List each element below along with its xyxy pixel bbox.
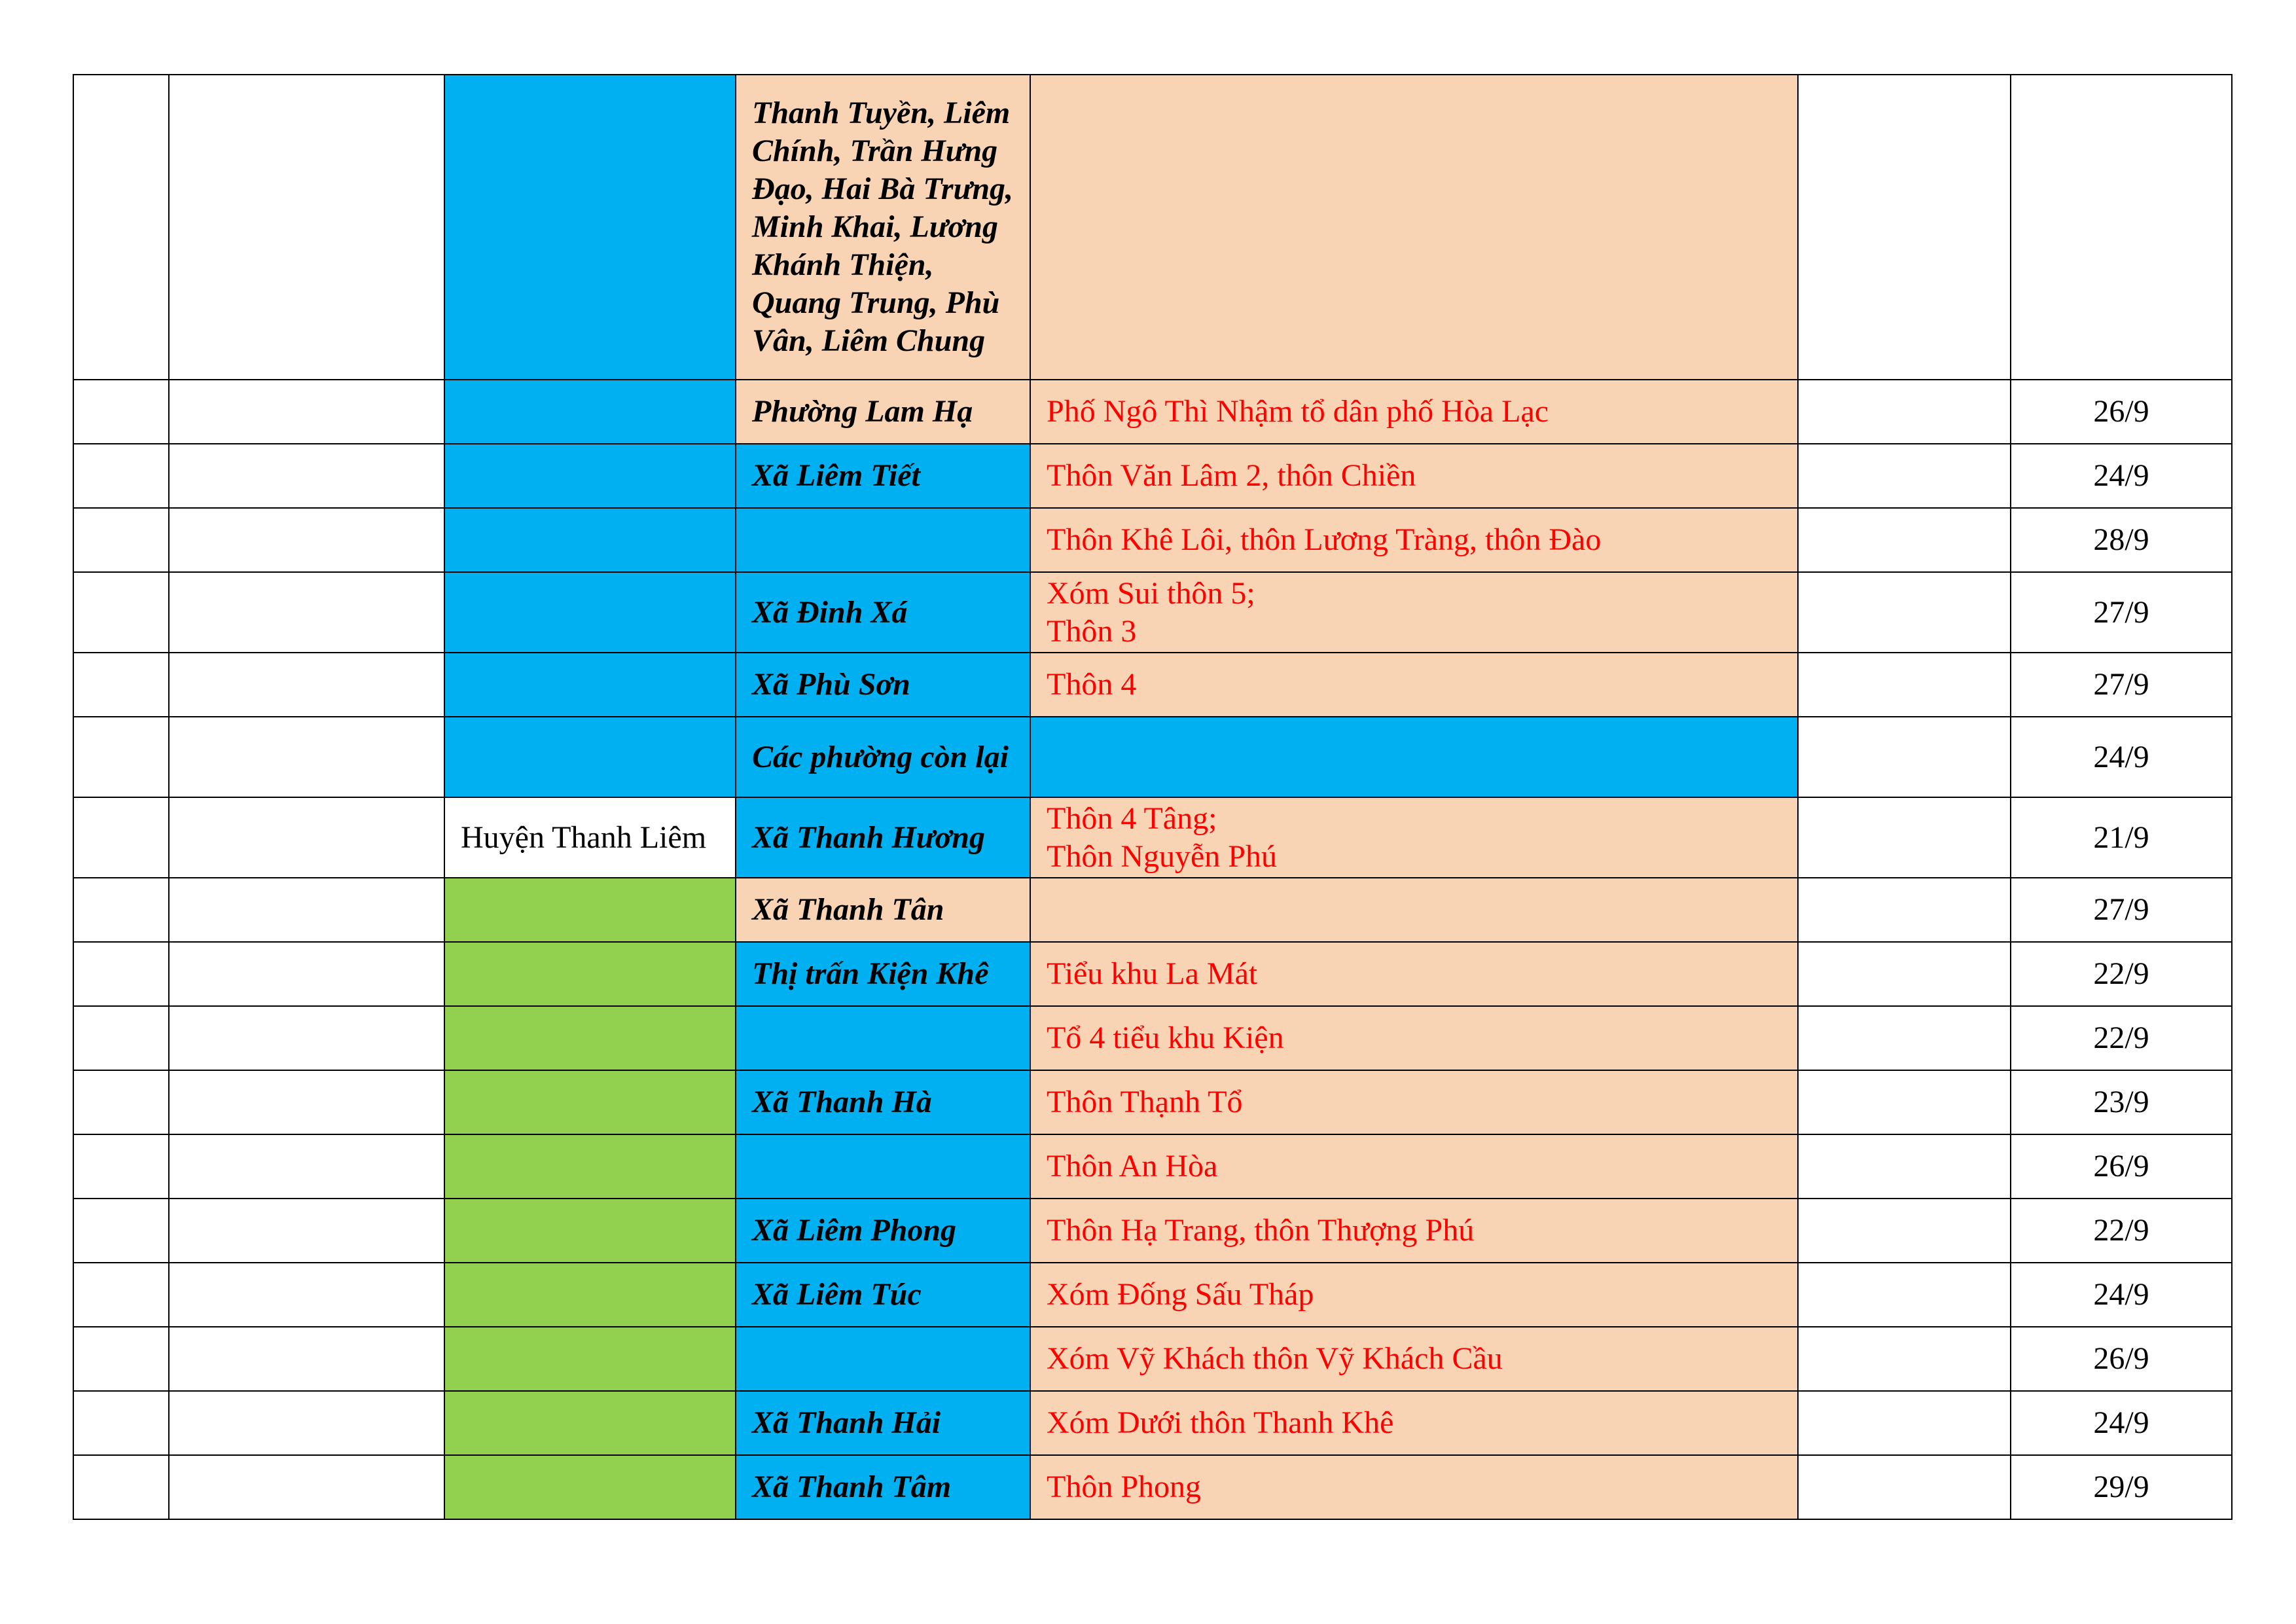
district-cell — [444, 508, 736, 572]
village-label: Xóm Dưới thôn Thanh Khê — [1047, 1405, 1394, 1440]
commune-cell — [736, 572, 1030, 653]
date-label: 21/9 — [2093, 820, 2149, 855]
village-label: Thôn 3 — [1047, 613, 1137, 649]
district-cell — [444, 1070, 736, 1134]
district-cell — [444, 572, 736, 653]
unit-cell — [169, 1391, 444, 1455]
village-label: Thôn 4 — [1047, 667, 1137, 702]
district-cell — [444, 797, 736, 878]
note-cell — [1798, 1070, 2011, 1134]
note-cell — [1798, 1006, 2011, 1070]
village-cell — [1030, 942, 1798, 1006]
commune-label: Xã Thanh Hà — [752, 1085, 932, 1119]
date-label: 22/9 — [2093, 1213, 2149, 1248]
village-cell — [1030, 878, 1798, 942]
date-label: 27/9 — [2093, 892, 2149, 927]
district-cell — [444, 1199, 736, 1263]
commune-cell — [736, 717, 1030, 797]
note-cell — [1798, 942, 2011, 1006]
index-cell — [73, 942, 169, 1006]
note-cell — [1798, 878, 2011, 942]
date-label: 22/9 — [2093, 956, 2149, 991]
village-cell — [1030, 653, 1798, 717]
note-cell — [1798, 1199, 2011, 1263]
commune-label: Các phường còn lại — [752, 739, 1009, 774]
index-cell — [73, 1263, 169, 1327]
date-cell — [2011, 444, 2232, 508]
village-cell — [1030, 508, 1798, 572]
village-label: Thôn Phong — [1047, 1470, 1202, 1504]
date-label: 23/9 — [2093, 1085, 2149, 1119]
district-label: Huyện Thanh Liêm — [461, 820, 707, 855]
unit-cell — [169, 1263, 444, 1327]
note-cell — [1798, 1391, 2011, 1455]
commune-label: Xã Đinh Xá — [752, 594, 908, 630]
date-label: 28/9 — [2093, 522, 2149, 557]
unit-cell — [169, 508, 444, 572]
district-cell — [444, 1391, 736, 1455]
commune-label: Xã Phù Sơn — [752, 667, 910, 702]
table-row — [73, 1391, 2232, 1455]
commune-cell — [736, 380, 1030, 444]
village-label: Phố Ngô Thì Nhậm tổ dân phố Hòa Lạc — [1047, 394, 1549, 429]
commune-cell — [736, 75, 1030, 380]
village-label: Thôn Khê Lôi, thôn Lương Tràng, thôn Đào — [1047, 522, 1602, 557]
index-cell — [73, 380, 169, 444]
date-label: 26/9 — [2093, 1341, 2149, 1376]
commune-label: Xã Liêm Tiết — [752, 458, 920, 493]
table-row — [73, 653, 2232, 717]
district-cell — [444, 653, 736, 717]
commune-cell — [736, 1391, 1030, 1455]
commune-label: Xã Thanh Hương — [752, 820, 985, 855]
table-row — [73, 508, 2232, 572]
table-row — [73, 717, 2232, 797]
index-cell — [73, 1006, 169, 1070]
commune-cell — [736, 1134, 1030, 1199]
table-row — [73, 444, 2232, 508]
note-cell — [1798, 1455, 2011, 1519]
village-cell — [1030, 1199, 1798, 1263]
village-cell — [1030, 1134, 1798, 1199]
note-cell — [1798, 653, 2011, 717]
date-label: 24/9 — [2093, 1277, 2149, 1312]
table-row — [73, 75, 2232, 380]
index-cell — [73, 444, 169, 508]
date-cell — [2011, 717, 2232, 797]
date-cell — [2011, 1455, 2232, 1519]
district-cell — [444, 942, 736, 1006]
date-label: 22/9 — [2093, 1020, 2149, 1055]
unit-cell — [169, 878, 444, 942]
date-cell — [2011, 653, 2232, 717]
index-cell — [73, 797, 169, 878]
district-cell — [444, 380, 736, 444]
district-cell — [444, 75, 736, 380]
date-cell — [2011, 878, 2232, 942]
table-row — [73, 1134, 2232, 1199]
table-row — [73, 1199, 2232, 1263]
note-cell — [1798, 380, 2011, 444]
index-cell — [73, 1070, 169, 1134]
date-cell — [2011, 572, 2232, 653]
commune-label: Xã Liêm Phong — [752, 1213, 957, 1248]
unit-cell — [169, 75, 444, 380]
table-row — [73, 1327, 2232, 1391]
table-row — [73, 1070, 2232, 1134]
note-cell — [1798, 572, 2011, 653]
date-label: 26/9 — [2093, 1149, 2149, 1183]
village-label: Tiểu khu La Mát — [1047, 956, 1258, 991]
commune-label: Thanh Tuyền, Liêm Chính, Trần Hưng Đạo, Hai Bà Trưng, Minh Khai, Lương Khánh Thiện, Quang Trung, Phù Vân, Liêm Chung — [752, 96, 1014, 358]
unit-cell — [169, 572, 444, 653]
village-cell — [1030, 1006, 1798, 1070]
district-cell — [444, 1006, 736, 1070]
district-cell — [444, 717, 736, 797]
village-label: Thôn An Hòa — [1047, 1149, 1218, 1183]
commune-cell — [736, 878, 1030, 942]
table-body — [73, 75, 2232, 1519]
unit-cell — [169, 717, 444, 797]
index-cell — [73, 1199, 169, 1263]
note-cell — [1798, 1327, 2011, 1391]
village-label: Xóm Vỹ Khách thôn Vỹ Khách Cầu — [1047, 1341, 1503, 1376]
date-cell — [2011, 1391, 2232, 1455]
village-label: Xóm Đống Sấu Tháp — [1047, 1277, 1314, 1312]
date-label: 27/9 — [2093, 594, 2149, 630]
index-cell — [73, 653, 169, 717]
village-cell — [1030, 1263, 1798, 1327]
village-label: Thôn Hạ Trang, thôn Thượng Phú — [1047, 1213, 1475, 1248]
date-cell — [2011, 1263, 2232, 1327]
date-label: 27/9 — [2093, 667, 2149, 702]
commune-label: Xã Liêm Túc — [752, 1277, 922, 1312]
village-cell — [1030, 1070, 1798, 1134]
village-cell — [1030, 1455, 1798, 1519]
date-cell — [2011, 1070, 2232, 1134]
table-row — [73, 942, 2232, 1006]
commune-cell — [736, 1263, 1030, 1327]
table-row — [73, 1263, 2232, 1327]
date-label: 24/9 — [2093, 458, 2149, 493]
village-label: Thôn Văn Lâm 2, thôn Chiền — [1047, 458, 1416, 493]
date-cell — [2011, 380, 2232, 444]
commune-cell — [736, 1006, 1030, 1070]
village-label: Tổ 4 tiểu khu Kiện — [1047, 1020, 1284, 1055]
table-row — [73, 1006, 2232, 1070]
district-cell — [444, 444, 736, 508]
table-row — [73, 797, 2232, 878]
commune-cell — [736, 1199, 1030, 1263]
commune-label: Xã Thanh Tân — [752, 892, 944, 927]
unit-cell — [169, 797, 444, 878]
table-row — [73, 878, 2232, 942]
unit-cell — [169, 1327, 444, 1391]
district-cell — [444, 878, 736, 942]
unit-cell — [169, 444, 444, 508]
date-cell — [2011, 1199, 2232, 1263]
note-cell — [1798, 444, 2011, 508]
village-cell — [1030, 717, 1798, 797]
unit-cell — [169, 1199, 444, 1263]
note-cell — [1798, 717, 2011, 797]
village-cell — [1030, 797, 1798, 878]
district-cell — [444, 1134, 736, 1199]
index-cell — [73, 1391, 169, 1455]
table-row — [73, 380, 2232, 444]
district-cell — [444, 1327, 736, 1391]
commune-cell — [736, 1455, 1030, 1519]
note-cell — [1798, 1263, 2011, 1327]
village-cell — [1030, 1327, 1798, 1391]
date-label: 26/9 — [2093, 394, 2149, 429]
note-cell — [1798, 75, 2011, 380]
table-row — [73, 1455, 2232, 1519]
village-label: Thôn Nguyễn Phú — [1047, 839, 1277, 874]
unit-cell — [169, 653, 444, 717]
village-label: Thôn 4 Tâng; — [1047, 801, 1217, 836]
index-cell — [73, 1455, 169, 1519]
village-label: Thôn Thạnh Tổ — [1047, 1085, 1243, 1119]
unit-cell — [169, 1070, 444, 1134]
index-cell — [73, 717, 169, 797]
commune-label: Xã Thanh Hải — [752, 1405, 941, 1440]
date-label: 29/9 — [2093, 1470, 2149, 1504]
village-cell — [1030, 380, 1798, 444]
commune-cell — [736, 444, 1030, 508]
index-cell — [73, 1327, 169, 1391]
date-cell — [2011, 75, 2232, 380]
unit-cell — [169, 1134, 444, 1199]
commune-cell — [736, 508, 1030, 572]
date-label: 24/9 — [2093, 739, 2149, 774]
date-cell — [2011, 1134, 2232, 1199]
commune-label: Xã Thanh Tâm — [752, 1470, 952, 1504]
village-label: Xóm Sui thôn 5; — [1047, 575, 1255, 611]
date-label: 24/9 — [2093, 1405, 2149, 1440]
commune-cell — [736, 653, 1030, 717]
table-row — [73, 572, 2232, 653]
unit-cell — [169, 1455, 444, 1519]
district-cell — [444, 1455, 736, 1519]
note-cell — [1798, 797, 2011, 878]
unit-cell — [169, 1006, 444, 1070]
district-cell — [444, 1263, 736, 1327]
commune-label: Phường Lam Hạ — [752, 394, 973, 429]
schedule-table — [73, 74, 2233, 1520]
note-cell — [1798, 508, 2011, 572]
commune-cell — [736, 1327, 1030, 1391]
commune-cell — [736, 1070, 1030, 1134]
date-cell — [2011, 1327, 2232, 1391]
index-cell — [73, 508, 169, 572]
commune-cell — [736, 942, 1030, 1006]
village-cell — [1030, 444, 1798, 508]
commune-label: Thị trấn Kiện Khê — [752, 956, 989, 991]
date-cell — [2011, 508, 2232, 572]
index-cell — [73, 1134, 169, 1199]
unit-cell — [169, 942, 444, 1006]
commune-cell — [736, 797, 1030, 878]
index-cell — [73, 572, 169, 653]
village-cell — [1030, 572, 1798, 653]
date-cell — [2011, 1006, 2232, 1070]
unit-cell — [169, 380, 444, 444]
index-cell — [73, 75, 169, 380]
village-cell — [1030, 75, 1798, 380]
date-cell — [2011, 797, 2232, 878]
note-cell — [1798, 1134, 2011, 1199]
village-cell — [1030, 1391, 1798, 1455]
index-cell — [73, 878, 169, 942]
date-cell — [2011, 942, 2232, 1006]
